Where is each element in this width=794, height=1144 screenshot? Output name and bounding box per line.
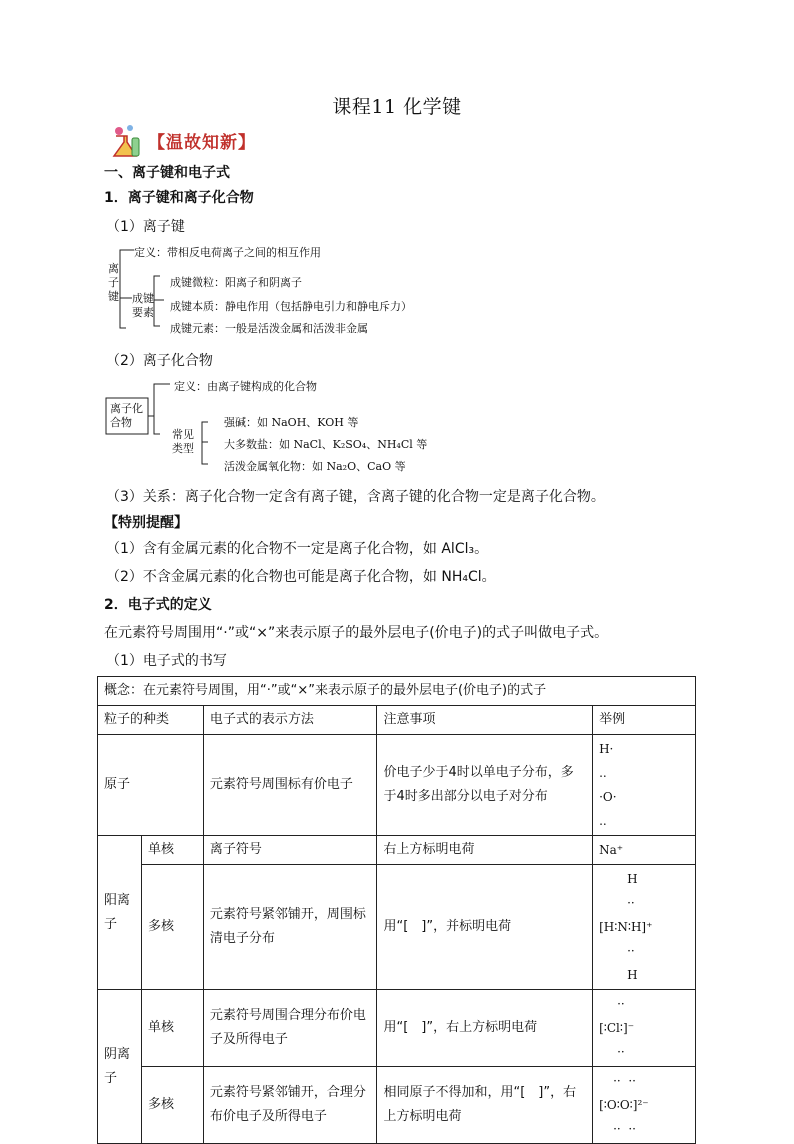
table-row xyxy=(98,677,696,706)
atom-note: 价电子少于4时以单电子分布，多于4时多出部分以电子对分布 xyxy=(377,735,593,836)
subsection-heading: 1．离子键和离子化合物 xyxy=(104,190,254,206)
sub-heading-ionic-bond: （1）离子键 xyxy=(106,219,185,235)
cation-single-note: 右上方标明电荷 xyxy=(377,836,593,865)
notice-1: （1）含有金属元素的化合物不一定是离子化合物，如 AlCl₃。 xyxy=(106,541,489,557)
notice-2: （2）不含金属元素的化合物也可能是离子化合物，如 NH₄Cl。 xyxy=(106,569,496,585)
anion-multi-note: 相同原子不得加和，用“[ ]”，右上方标明电荷 xyxy=(377,1067,593,1144)
sub-heading-writing: （1）电子式的书写 xyxy=(106,653,227,669)
cation-multi-note: 用“[ ]”，并标明电荷 xyxy=(377,865,593,990)
atom-method: 元素符号周围标有价电子 xyxy=(203,735,377,836)
table-row xyxy=(98,1067,696,1144)
table-row xyxy=(98,865,696,990)
subsection-heading-2: 2．电子式的定义 xyxy=(104,597,212,613)
anion-multi-example: ·· ·· [∶O∶O∶]²⁻ ·· ·· xyxy=(593,1067,696,1144)
anion-single-note: 用“[ ]”，右上方标明电荷 xyxy=(377,990,593,1067)
type-oxides: 活泼金属氧化物：如 Na₂O、CaO 等 xyxy=(224,460,406,473)
anion-label: 阴离子 xyxy=(98,990,142,1144)
flask-icon xyxy=(108,122,148,160)
table-row xyxy=(98,990,696,1067)
bond-particle: 成键微粒：阳离子和阴离子 xyxy=(170,276,302,289)
cation-single-example: Na⁺ xyxy=(593,836,696,865)
compound-types-label: 常见 类型 xyxy=(172,428,194,455)
section-heading: 一、离子键和电子式 xyxy=(104,165,230,181)
atom-kind: 原子 xyxy=(98,735,204,836)
header-method: 电子式的表示方法 xyxy=(203,706,377,735)
header-kind: 粒子的种类 xyxy=(98,706,204,735)
type-salts: 大多数盐：如 NaCl、K₂SO₄、NH₄Cl 等 xyxy=(224,438,428,451)
sub-heading-ionic-compound: （2）离子化合物 xyxy=(106,353,213,369)
ionic-bond-root: 离 子 键 xyxy=(108,262,119,303)
notice-heading: 【特别提醒】 xyxy=(104,515,188,531)
concept-cell: 概念：在元素符号周围，用“·”或“×”来表示原子的最外层电子(价电子)的式子 xyxy=(98,677,696,706)
cation-multi-kind: 多核 xyxy=(141,865,203,990)
anion-multi-method: 元素符号紧邻铺开，合理分布价电子及所得电子 xyxy=(203,1067,377,1144)
compound-definition: 定义：由离子键构成的化合物 xyxy=(174,380,317,393)
bond-elements-label: 成键 要素 xyxy=(132,292,154,319)
anion-single-kind: 单核 xyxy=(141,990,203,1067)
anion-multi-kind: 多核 xyxy=(141,1067,203,1144)
ionic-bond-definition: 定义：带相反电荷离子之间的相互作用 xyxy=(134,246,321,259)
review-badge xyxy=(108,122,276,160)
page-title: 课程11 化学键 xyxy=(332,96,462,118)
badge-label: 【温故知新】 xyxy=(148,133,256,153)
type-strong-base: 强碱：如 NaOH、KOH 等 xyxy=(224,416,359,429)
header-example: 举例 xyxy=(593,706,696,735)
cation-multi-example: H ·· [H∶N∶H]⁺ ·· H xyxy=(593,865,696,990)
table-row xyxy=(98,836,696,865)
bond-element: 成键元素：一般是活泼金属和活泼非金属 xyxy=(170,322,368,335)
atom-example: H· .. ·O· .. xyxy=(593,735,696,836)
cation-label: 阳离子 xyxy=(98,836,142,990)
ionic-compound-root: 离子化 合物 xyxy=(110,402,143,429)
cation-single-kind: 单核 xyxy=(141,836,203,865)
electron-formula-table xyxy=(97,676,696,1144)
header-note: 注意事项 xyxy=(377,706,593,735)
cation-single-method: 离子符号 xyxy=(203,836,377,865)
definition-text: 在元素符号周围用“·”或“×”来表示原子的最外层电子(价电子)的式子叫做电子式。 xyxy=(104,625,609,641)
anion-single-example: ·· [∶Cl∶]⁻ ·· xyxy=(593,990,696,1067)
table-row xyxy=(98,735,696,836)
relation-text: （3）关系：离子化合物一定含有离子键，含离子键的化合物一定是离子化合物。 xyxy=(106,489,605,505)
cation-multi-method: 元素符号紧邻铺开，周围标清电子分布 xyxy=(203,865,377,990)
anion-single-method: 元素符号周围合理分布价电子及所得电子 xyxy=(203,990,377,1067)
table-header-row xyxy=(98,706,696,735)
bond-essence: 成键本质：静电作用（包括静电引力和静电斥力） xyxy=(170,300,412,313)
